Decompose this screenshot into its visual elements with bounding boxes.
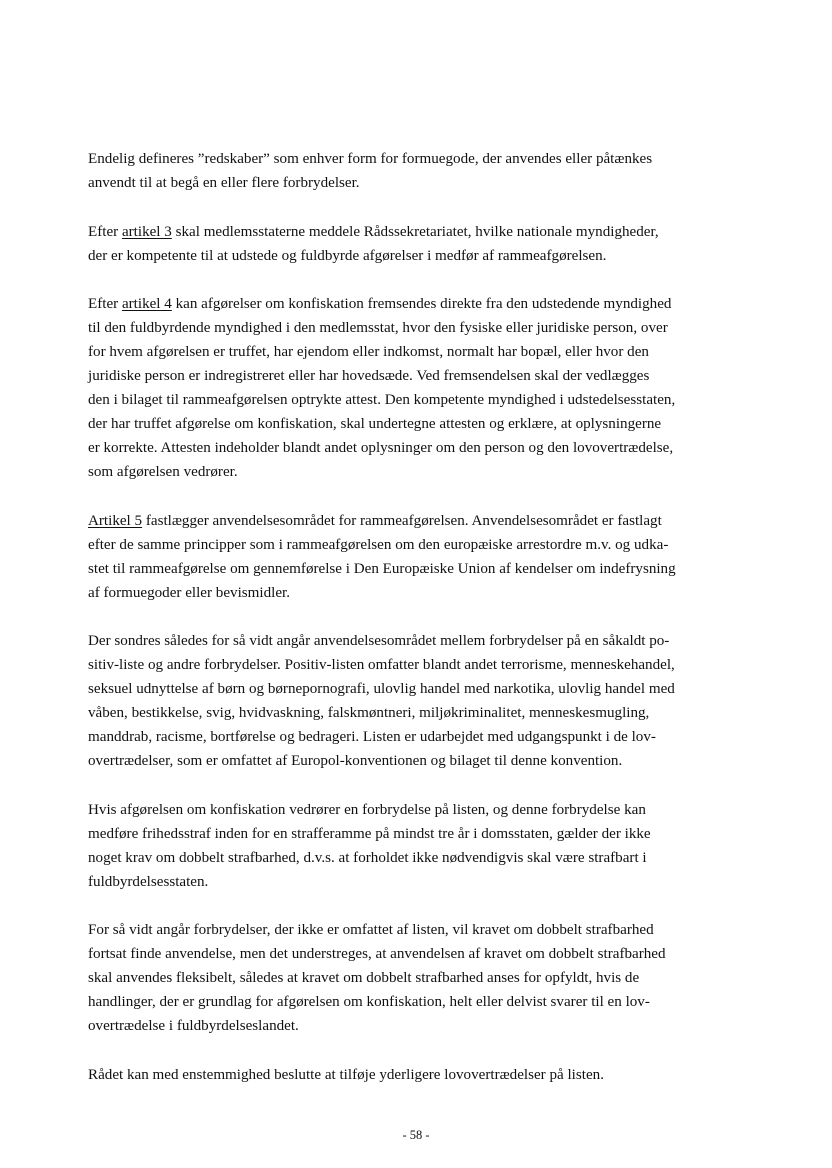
paragraph-artikel-3 xyxy=(88,220,748,268)
text-line: anvendt til at begå en eller flere forbrydelser. xyxy=(88,175,360,191)
text-fragment: fastlægger anvendelsesområdet for rammeafgørelsen. Anvendelsesområdet er fastlagt xyxy=(145,512,662,529)
paragraph-artikel-5 xyxy=(88,509,748,605)
text-line: overtrædelse i fuldbyrdelseslandet. xyxy=(88,1018,299,1034)
paragraph-redskaber-definition xyxy=(88,147,748,195)
paragraph-raadet xyxy=(88,1063,748,1087)
paragraph-artikel-4 xyxy=(88,292,748,484)
text-line: efter de samme principper som i rammeafgørelsen om den europæiske arrestordre m.v. og udka- xyxy=(88,536,669,553)
text-line: der har truffet afgørelse om konfiskation, skal undertegne attesten og erklære, at oplysningerne xyxy=(88,416,662,432)
text-line: våben, bestikkelse, svig, hvidvaskning, falskmøntneri, miljøkriminalitet, menneskesmugling, xyxy=(88,705,650,721)
text-line: fuldbyrdelsesstaten. xyxy=(88,873,209,890)
text-line: For så vidt angår forbrydelser, der ikke er omfattet af listen, vil kravet om dobbelt strafbarhed xyxy=(88,922,654,938)
body-text xyxy=(88,147,748,1111)
text-line: er korrekte. Attesten indeholder blandt andet oplysninger om den person og den lovovertrædelse, xyxy=(88,440,674,456)
text-line: fortsat finde anvendelse, men det understreges, at anvendelsen af kravet om dobbelt strafbarhed xyxy=(88,946,666,962)
text-line: den i bilaget til rammeafgørelsen optrykte attest. Den kompetente myndighed i udstedelsesstaten, xyxy=(88,392,676,408)
page-number: - 58 - xyxy=(402,1128,430,1142)
article-reference: artikel 4 xyxy=(121,296,172,312)
text-line xyxy=(88,509,748,533)
paragraph-dobbelt-strafbarhed xyxy=(88,798,748,894)
text-line: der er kompetente til at udstede og fuldbyrde afgørelser i medfør af rammeafgørelsen. xyxy=(88,247,607,264)
text-line: til den fuldbyrdende myndighed i den medlemsstat, hvor den fysiske eller juridiske person, over xyxy=(88,320,668,336)
article-reference: Artikel 5 xyxy=(88,512,143,529)
text-line: juridiske person er indregistreret eller har hovedsæde. Ved fremsendelsen skal der vedlægges xyxy=(88,368,650,384)
text-line: sitiv-liste og andre forbrydelser. Positiv-listen omfatter blandt andet terrorisme, menneskehandel, xyxy=(88,657,675,673)
text-fragment: Efter xyxy=(88,296,119,312)
text-line: noget krav om dobbelt strafbarhed, d.v.s. at forholdet ikke nødvendigvis skal være strafbart i xyxy=(88,849,647,866)
text-line: seksuel udnyttelse af børn og børnepornografi, ulovlig handel med narkotika, ulovlig handel med xyxy=(88,681,675,697)
paragraph-andre-forbrydelser xyxy=(88,918,748,1038)
text-line: skal anvendes fleksibelt, således at kravet om dobbelt strafbarhed anses for opfyldt, hvis de xyxy=(88,970,640,986)
text-line xyxy=(88,220,748,244)
text-line: som afgørelsen vedrører. xyxy=(88,464,238,480)
text-fragment: Efter xyxy=(88,223,119,240)
text-line: Der sondres således for så vidt angår anvendelsesområdet mellem forbrydelser på en såkaldt po- xyxy=(88,633,670,649)
text-line: overtrædelser, som er omfattet af Europol-konventionen og bilaget til denne konvention. xyxy=(88,753,623,769)
text-line: Endelig defineres ”redskaber” som enhver form for formuegode, der anvendes eller påtænkes xyxy=(88,151,653,167)
text-line: medføre frihedsstraf inden for en strafferamme på mindst tre år i domsstaten, gælder der ikke xyxy=(88,825,651,842)
text-fragment: skal medlemsstaterne meddele Rådssekretariatet, hvilke nationale myndigheder, xyxy=(175,223,659,240)
text-line: manddrab, racisme, bortførelse og bedrageri. Listen er udarbejdet med udgangspunkt i de lov- xyxy=(88,729,656,745)
article-reference: artikel 3 xyxy=(121,223,172,240)
text-line: stet til rammeafgørelse om gennemførelse i Den Europæiske Union af kendelser om indefrysning xyxy=(88,560,676,577)
text-line: Rådet kan med enstemmighed beslutte at tilføje yderligere lovovertrædelser på listen. xyxy=(88,1066,604,1083)
text-line: for hvem afgørelsen er truffet, har ejendom eller indkomst, normalt har bopæl, eller hvor den xyxy=(88,344,649,360)
text-fragment: kan afgørelser om konfiskation fremsendes direkte fra den udstedende myndighed xyxy=(175,296,672,312)
text-line: af formuegoder eller bevismidler. xyxy=(88,584,291,601)
text-line: Hvis afgørelsen om konfiskation vedrører en forbrydelse på listen, og denne forbrydelse kan xyxy=(88,801,646,818)
text-line: handlinger, der er grundlag for afgørelsen om konfiskation, helt eller delvist svarer til en lov- xyxy=(88,994,650,1010)
text-line xyxy=(88,292,748,316)
paragraph-positiv-liste xyxy=(88,629,748,773)
